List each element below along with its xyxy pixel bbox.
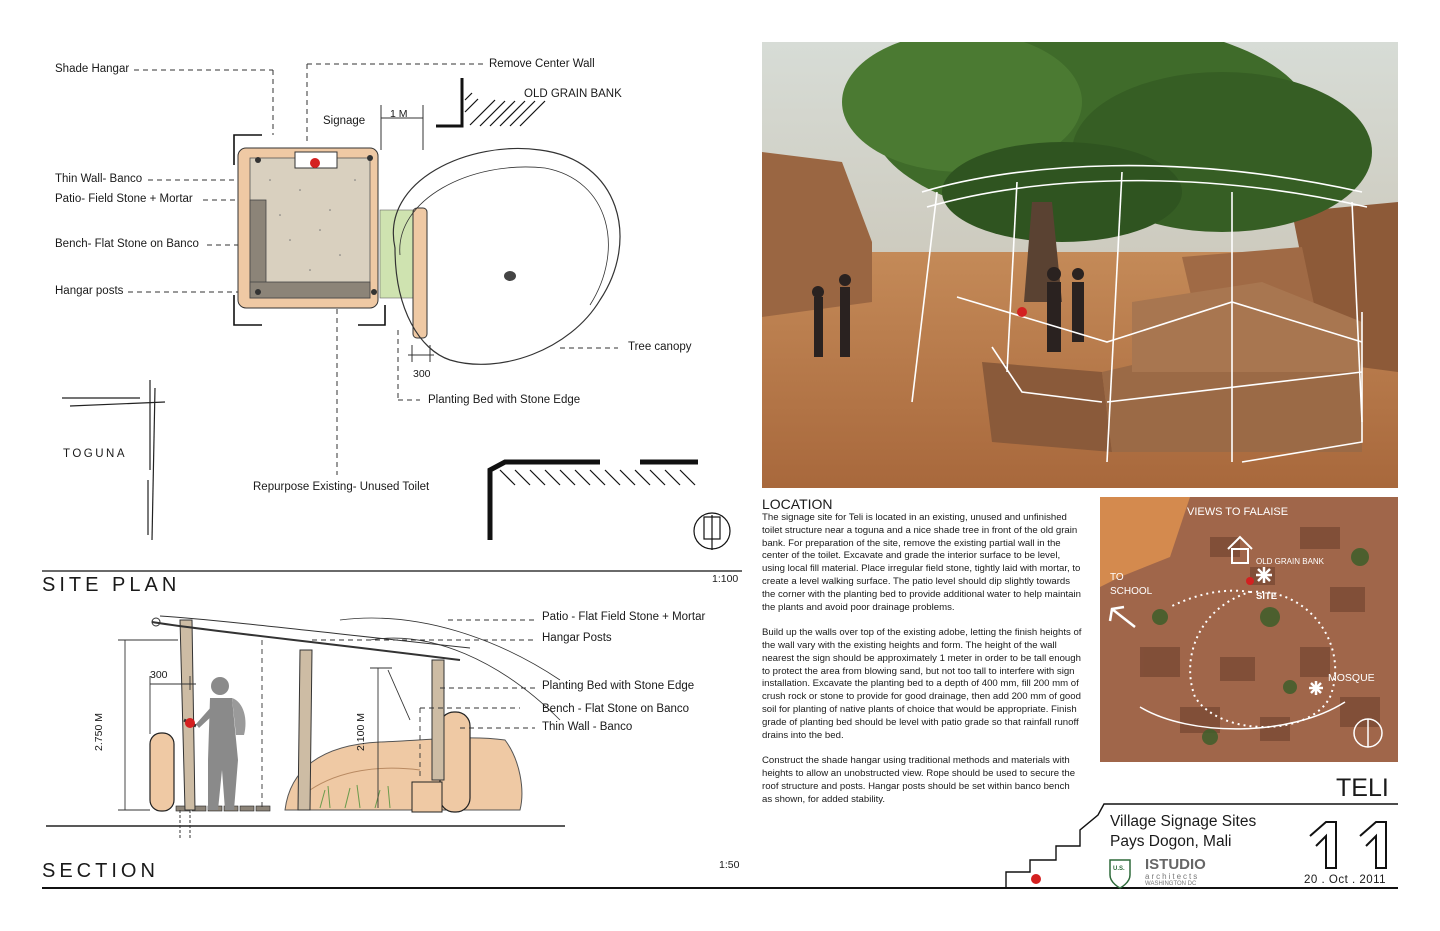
firm-name: ISTUDIO <box>1145 856 1206 873</box>
sheet-date: 20 . Oct . 2011 <box>1304 874 1387 886</box>
section-scale: 1:50 <box>719 859 740 871</box>
project-line-2: Pays Dogon, Mali <box>1110 833 1232 850</box>
map-label-site: SITE <box>1256 591 1278 602</box>
label-remove-center-wall: Remove Center Wall <box>489 58 595 70</box>
section-label-thin-wall: Thin Wall - Banco <box>542 721 633 733</box>
label-old-grain-bank: OLD GRAIN BANK <box>524 88 622 100</box>
project-line-1: Village Signage Sites <box>1110 813 1257 830</box>
map-label-mosque: MOSQUE <box>1328 672 1375 684</box>
label-bench: Bench- Flat Stone on Banco <box>55 238 199 250</box>
section-label-bench: Bench - Flat Stone on Banco <box>542 703 690 715</box>
firm-sub: architects <box>1145 872 1200 881</box>
label-thin-wall: Thin Wall- Banco <box>55 173 143 185</box>
location-heading: LOCATION <box>762 496 833 512</box>
section-dim-2100: 2.100 M <box>354 713 367 751</box>
label-repurpose: Repurpose Existing- Unused Toilet <box>253 481 430 493</box>
label-shade-hangar: Shade Hangar <box>55 63 130 75</box>
label-toguna: TOGUNA <box>63 448 127 460</box>
section-dim-2750: 2.750 M <box>92 713 105 751</box>
usds-seal-icon <box>1110 860 1130 888</box>
map-label-views: VIEWS TO FALAISE <box>1187 506 1289 518</box>
map-label-school: SCHOOL <box>1110 586 1153 597</box>
label-signage: Signage <box>323 115 366 127</box>
label-patio: Patio- Field Stone + Mortar <box>55 193 193 205</box>
label-hangar-posts: Hangar posts <box>55 285 124 297</box>
village-name: TELI <box>1336 774 1389 802</box>
location-paragraph-2: Build up the walls over top of the existing adobe, letting the finish heights of the wall vary with the existing heights and form. The height of the wall nearest the sign should be approximately 1 meter in order to be tall enough to protect the area from blowing sand, but not too tall to interfere with sign installation. Excavate the planting bed to a depth of 400 mm, fill 200 mm of crush rock or stone to provide for good drainage, then add 200 mm of good soil for planting of native plants of choice that would be appropriate. Finish grade of planting bed should be level with patio grade so that rainfall runoff drains into the bed. <box>762 627 1082 741</box>
location-paragraph-1: The signage site for Teli is located in an existing, unused and unfinished toilet structure near a toguna and a nice shade tree in front of the old grain bank. For preparation of the site, remove the existing partial wall in the center of the toilet. Excavate and grade the interior surface to be level, using local fill material. Place irregular field stone, tightly laid with mortar, to create a level walking surface. The patio level should dip slightly towards the corner with the planting bed to provide additional water to help maintain the plants and avoid poor drainage problems. <box>762 512 1081 613</box>
section-dim-300: 300 <box>150 669 168 681</box>
label-tree-canopy: Tree canopy <box>628 341 692 353</box>
section-label-patio: Patio - Flat Field Stone + Mortar <box>542 611 706 623</box>
firm-city: WASHINGTON DC <box>1145 881 1197 887</box>
location-paragraph-3: Construct the shade hangar using traditional methods and materials with heights to allow an unobstructed view. Rope should be used to secure the roof structure and posts. Hangar posts should be set within banco bench as shown, for added stability. <box>762 755 1076 805</box>
map-label-to: TO <box>1110 572 1124 583</box>
label-planting-bed: Planting Bed with Stone Edge <box>428 394 581 406</box>
section-title: SECTION <box>42 860 159 882</box>
map-label-grain-bank: OLD GRAIN BANK <box>1256 557 1325 566</box>
section-label-hangar-posts: Hangar Posts <box>542 632 612 644</box>
label-dim-300: 300 <box>413 368 431 380</box>
section-label-planting-bed: Planting Bed with Stone Edge <box>542 680 695 692</box>
site-plan-scale: 1:100 <box>712 573 739 585</box>
site-plan-title: SITE PLAN <box>42 574 181 596</box>
seal-text: U.S. <box>1113 866 1125 872</box>
label-1m: 1 M <box>390 108 408 120</box>
